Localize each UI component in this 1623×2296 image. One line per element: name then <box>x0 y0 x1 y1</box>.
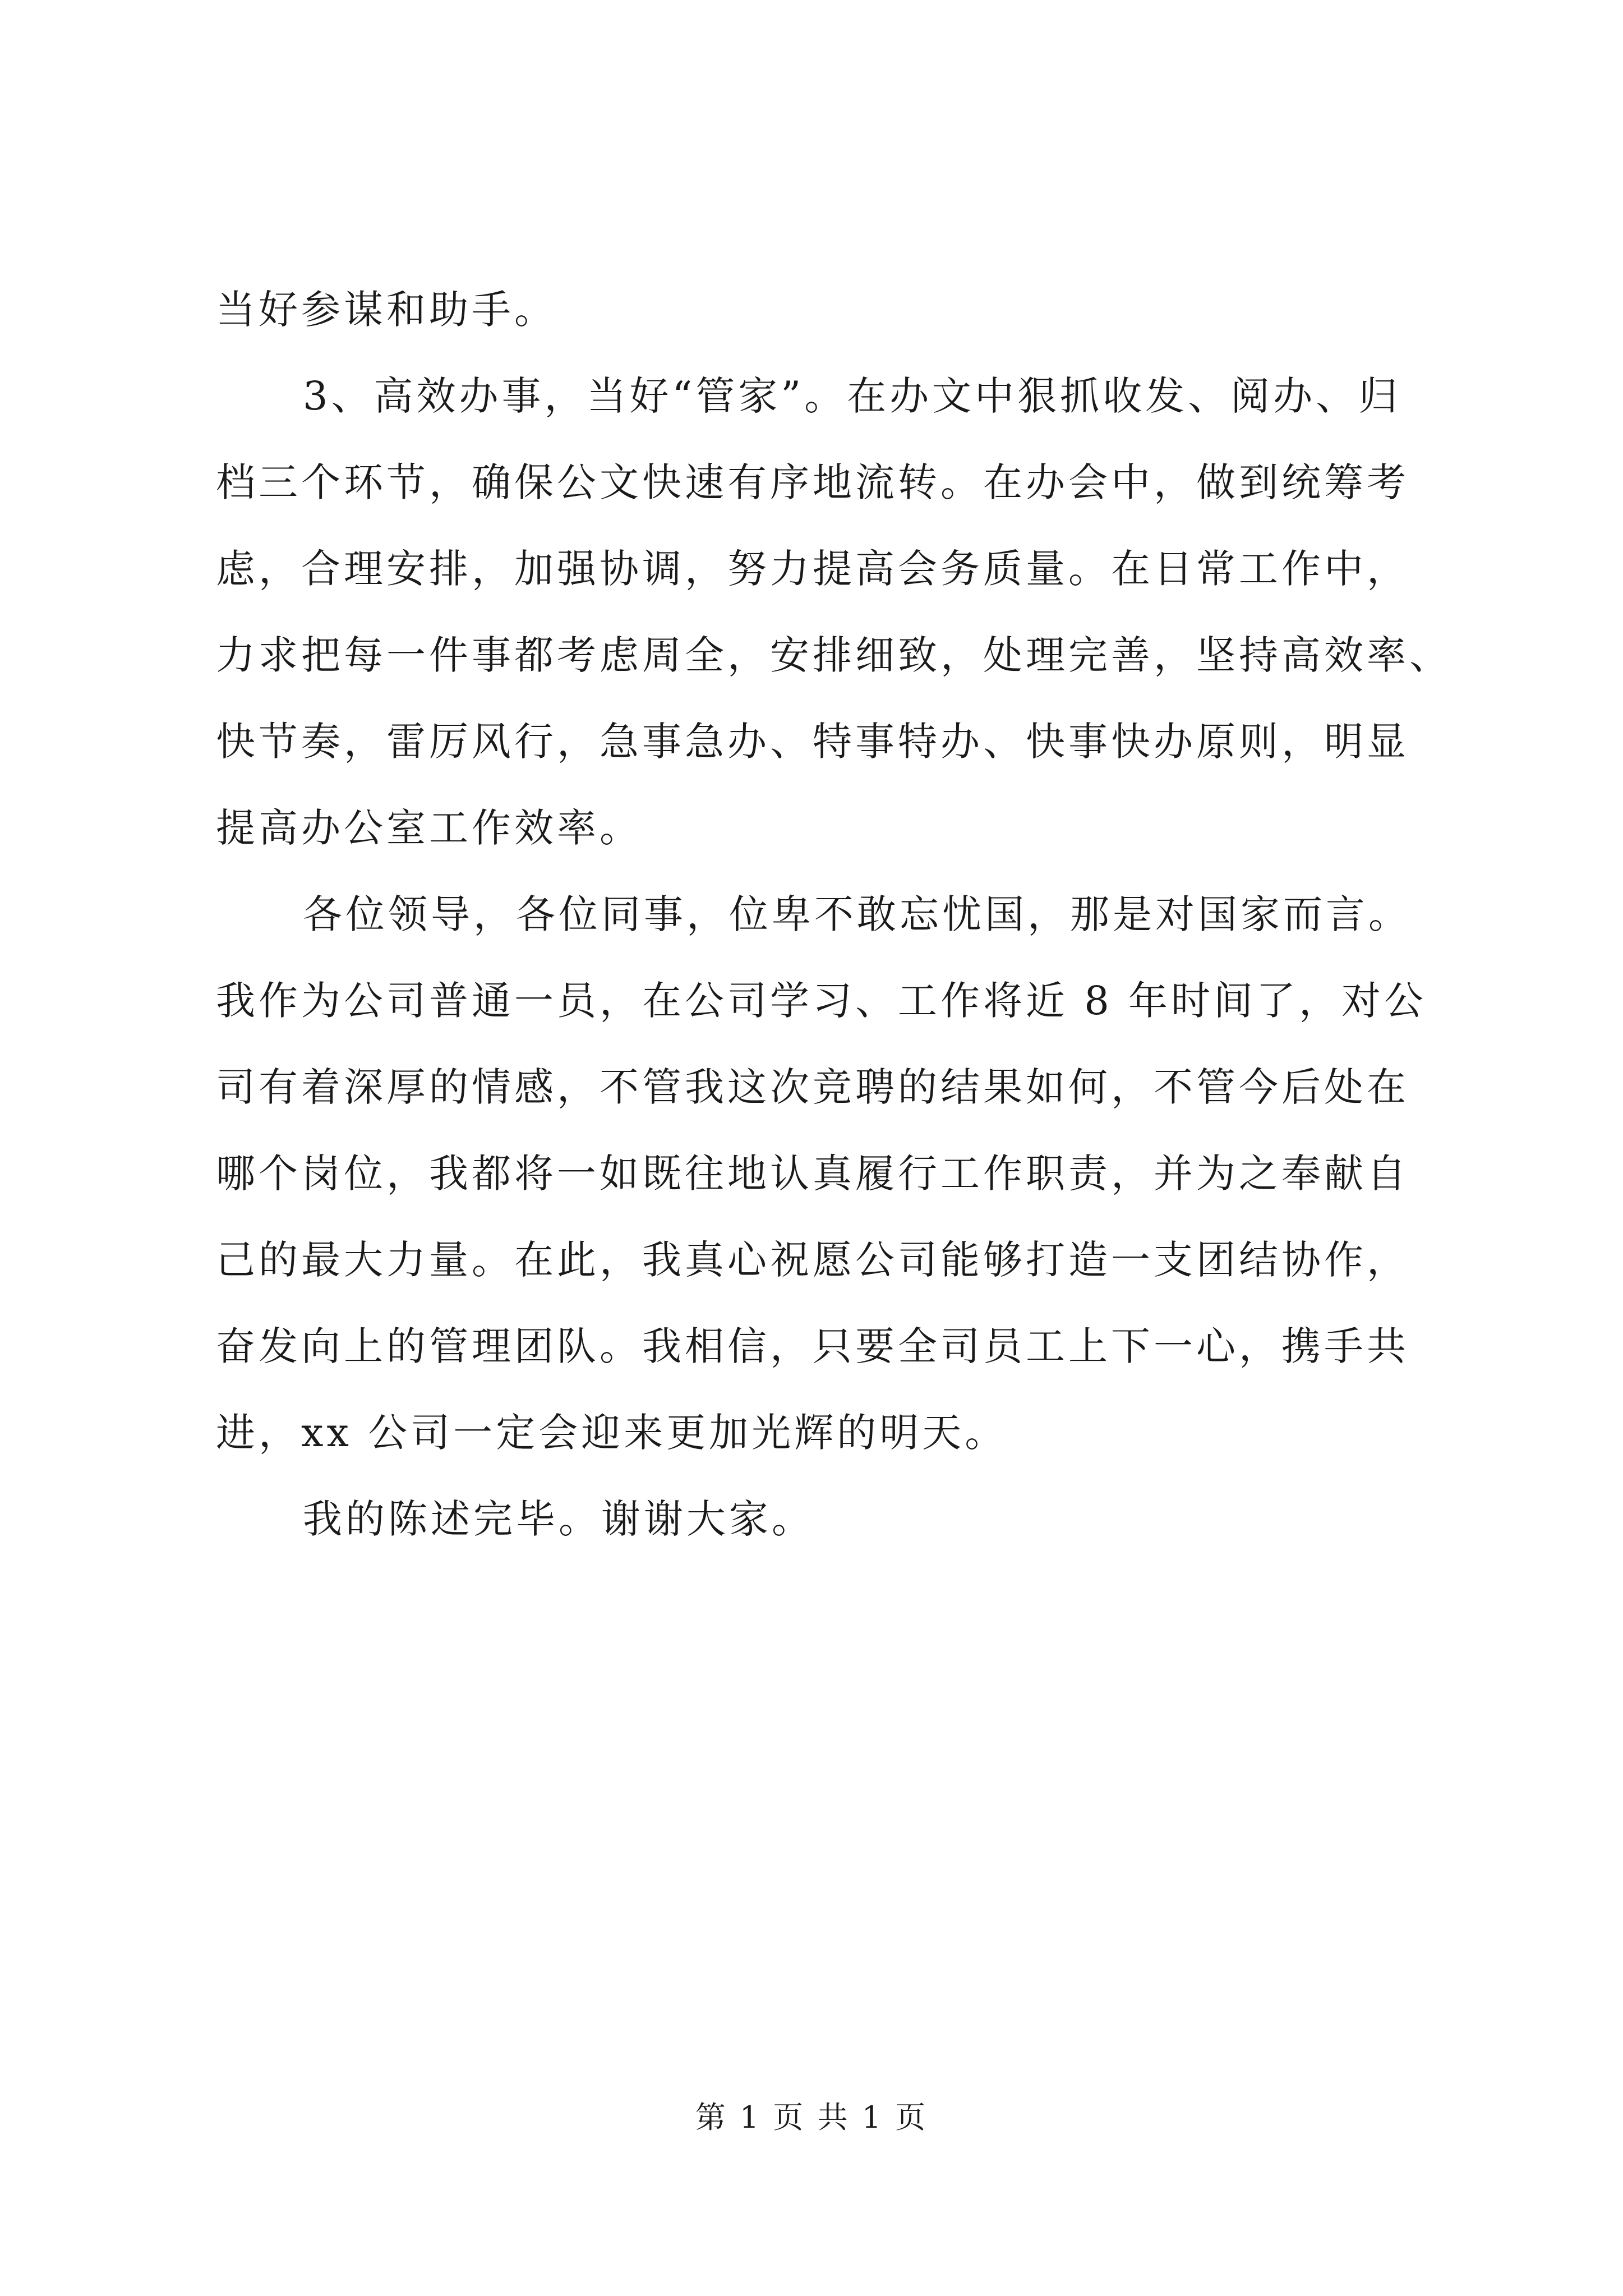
paragraph-2-line-3: 虑，合理安排，加强协调，努力提高会务质量。在日常工作中， <box>216 546 1409 592</box>
paragraph-2-line-6: 提高办公室工作效率。 <box>216 805 642 851</box>
paragraph-3-line-7: 进，xx 公司一定会迎来更加光辉的明天。 <box>216 1410 1008 1456</box>
paragraph-3-line-1: 各位领导，各位同事，位卑不敢忘忧国，那是对国家而言。 <box>303 891 1411 937</box>
paragraph-3-line-2: 我作为公司普通一员，在公司学习、工作将近 8 年时间了，对公 <box>216 978 1427 1024</box>
page-number-footer: 第 1 页 共 1 页 <box>695 2100 928 2135</box>
paragraph-1-line-1: 当好参谋和助手。 <box>216 287 557 333</box>
paragraph-2-line-4: 力求把每一件事都考虑周全，安排细致，处理完善，坚持高效率、 <box>216 632 1452 678</box>
paragraph-4-line-1: 我的陈述完毕。谢谢大家。 <box>303 1496 814 1542</box>
paragraph-3-line-4: 哪个岗位，我都将一如既往地认真履行工作职责，并为之奉献自 <box>216 1151 1409 1197</box>
paragraph-3-line-6: 奋发向上的管理团队。我相信，只要全司员工上下一心，携手共 <box>216 1323 1409 1369</box>
paragraph-3-line-3: 司有着深厚的情感，不管我这次竞聘的结果如何，不管今后处在 <box>216 1064 1409 1110</box>
paragraph-3-line-5: 己的最大力量。在此，我真心祝愿公司能够打造一支团结协作， <box>216 1237 1409 1283</box>
document-body <box>216 266 1452 1562</box>
paragraph-2-line-1: 3、高效办事，当好“管家”。在办文中狠抓收发、阅办、归 <box>303 373 1401 419</box>
paragraph-2-line-5: 快节奏，雷厉风行，急事急办、特事特办、快事快办原则，明显 <box>216 719 1409 765</box>
paragraph-2-line-2: 档三个环节，确保公文快速有序地流转。在办会中，做到统筹考 <box>216 459 1409 505</box>
